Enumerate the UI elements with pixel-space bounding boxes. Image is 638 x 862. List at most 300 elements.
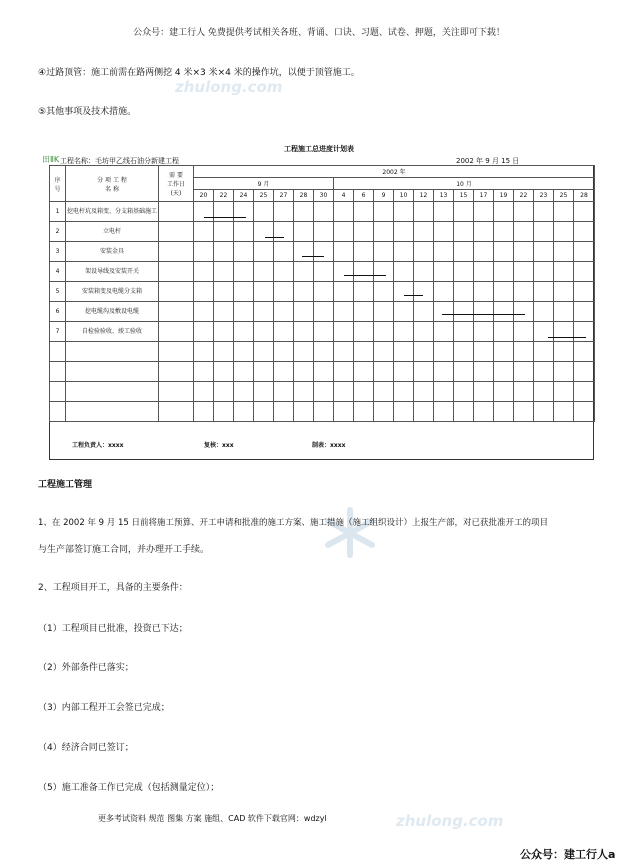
day-cell bbox=[234, 402, 254, 422]
day-cell bbox=[374, 362, 394, 382]
day-cell bbox=[334, 342, 354, 362]
condition-item: （5）施工准备工作已完成（包括测量定位）； bbox=[38, 783, 220, 793]
footer-review: 复核：xxx bbox=[204, 442, 234, 449]
day-cell bbox=[454, 322, 474, 342]
day-cell bbox=[554, 362, 574, 382]
col-days-header: 需 要 工作日 (天) bbox=[159, 166, 194, 202]
day-cell bbox=[234, 342, 254, 362]
day-cell bbox=[314, 342, 334, 362]
day-cell bbox=[434, 242, 454, 262]
day-cell bbox=[374, 302, 394, 322]
day-cell bbox=[354, 222, 374, 242]
day-cell bbox=[194, 402, 214, 422]
day-cell bbox=[414, 242, 434, 262]
day-cell bbox=[534, 402, 554, 422]
day-cell bbox=[374, 322, 394, 342]
day-header: 4 bbox=[334, 190, 354, 202]
day-cell bbox=[414, 302, 434, 322]
day-cell bbox=[514, 242, 534, 262]
day-header: 17 bbox=[474, 190, 494, 202]
task-seq: 1 bbox=[50, 202, 66, 222]
day-cell bbox=[454, 282, 474, 302]
day-header: 20 bbox=[194, 190, 214, 202]
day-cell bbox=[274, 222, 294, 242]
day-cell bbox=[334, 402, 354, 422]
day-cell bbox=[574, 322, 595, 342]
day-cell bbox=[374, 342, 394, 362]
day-cell bbox=[454, 402, 474, 422]
day-cell bbox=[214, 282, 234, 302]
day-cell bbox=[414, 262, 434, 282]
day-cell bbox=[494, 322, 514, 342]
task-seq: 2 bbox=[50, 222, 66, 242]
day-cell bbox=[554, 282, 574, 302]
day-cell bbox=[414, 382, 434, 402]
day-cell bbox=[414, 322, 434, 342]
day-header: 27 bbox=[274, 190, 294, 202]
management-p1b: 与生产部签订施工合同，并办理开工手续。 bbox=[38, 545, 210, 555]
day-cell bbox=[534, 382, 554, 402]
day-cell bbox=[514, 322, 534, 342]
day-cell bbox=[274, 362, 294, 382]
day-cell bbox=[554, 322, 574, 342]
day-cell bbox=[474, 282, 494, 302]
day-cell bbox=[334, 202, 354, 222]
task-name: 架设导线及安装开关 bbox=[66, 262, 159, 282]
day-cell bbox=[194, 302, 214, 322]
gantt-bar-6 bbox=[442, 314, 525, 315]
day-cell bbox=[334, 382, 354, 402]
day-cell bbox=[534, 262, 554, 282]
day-cell bbox=[554, 202, 574, 222]
day-cell bbox=[214, 342, 234, 362]
task-name: 安装箱变及电缆分支箱 bbox=[66, 282, 159, 302]
day-cell bbox=[574, 242, 595, 262]
day-cell bbox=[494, 302, 514, 322]
day-cell bbox=[534, 242, 554, 262]
month-sep-header: 9 月 bbox=[194, 178, 334, 190]
day-cell bbox=[454, 382, 474, 402]
task-name bbox=[66, 362, 159, 382]
day-cell bbox=[334, 302, 354, 322]
day-cell bbox=[374, 402, 394, 422]
day-cell bbox=[514, 262, 534, 282]
management-heading: 工程施工管理 bbox=[38, 480, 93, 490]
day-cell bbox=[574, 222, 595, 242]
footer-maker: 制表：xxxx bbox=[312, 442, 346, 449]
day-cell bbox=[314, 242, 334, 262]
day-cell bbox=[514, 342, 534, 362]
day-cell bbox=[374, 242, 394, 262]
year-header: 2002 年 bbox=[194, 166, 595, 178]
gantt-bar-1 bbox=[204, 217, 246, 218]
task-days bbox=[159, 362, 194, 382]
day-cell bbox=[394, 342, 414, 362]
day-header: 25 bbox=[254, 190, 274, 202]
day-cell bbox=[434, 322, 454, 342]
watermark-bottom: zhulong.com bbox=[396, 812, 504, 830]
day-cell bbox=[494, 402, 514, 422]
day-cell bbox=[494, 382, 514, 402]
day-cell bbox=[534, 362, 554, 382]
day-cell bbox=[294, 382, 314, 402]
day-cell bbox=[194, 202, 214, 222]
col-seq-header: 序 号 bbox=[50, 166, 66, 202]
day-cell bbox=[314, 262, 334, 282]
day-cell bbox=[234, 362, 254, 382]
day-cell bbox=[294, 282, 314, 302]
day-cell bbox=[434, 382, 454, 402]
condition-item: （3）内部工程开工会签已完成； bbox=[38, 703, 170, 713]
schedule-title: 工程施工总进度计划表 bbox=[284, 145, 354, 153]
schedule-table bbox=[49, 165, 595, 422]
day-cell bbox=[274, 302, 294, 322]
day-cell bbox=[574, 302, 595, 322]
day-cell bbox=[474, 322, 494, 342]
day-cell bbox=[234, 302, 254, 322]
day-cell bbox=[214, 382, 234, 402]
day-header: 6 bbox=[354, 190, 374, 202]
day-cell bbox=[194, 322, 214, 342]
day-cell bbox=[314, 202, 334, 222]
condition-item: （4）经济合同已签订； bbox=[38, 743, 134, 753]
day-cell bbox=[374, 262, 394, 282]
table-row bbox=[50, 362, 595, 382]
day-cell bbox=[354, 382, 374, 402]
day-cell bbox=[394, 382, 414, 402]
day-cell bbox=[494, 282, 514, 302]
day-cell bbox=[394, 302, 414, 322]
task-name: 挖电缆沟及敷设电缆 bbox=[66, 302, 159, 322]
day-cell bbox=[294, 342, 314, 362]
day-cell bbox=[474, 202, 494, 222]
day-cell bbox=[354, 302, 374, 322]
day-cell bbox=[434, 302, 454, 322]
day-cell bbox=[574, 202, 595, 222]
day-cell bbox=[534, 202, 554, 222]
task-seq bbox=[50, 342, 66, 362]
day-cell bbox=[454, 302, 474, 322]
day-cell bbox=[454, 222, 474, 242]
day-cell bbox=[434, 202, 454, 222]
day-cell bbox=[554, 302, 574, 322]
day-cell bbox=[354, 342, 374, 362]
day-cell bbox=[294, 302, 314, 322]
day-cell bbox=[394, 262, 414, 282]
day-cell bbox=[414, 282, 434, 302]
day-cell bbox=[574, 362, 595, 382]
task-name: 安装金具 bbox=[66, 242, 159, 262]
day-cell bbox=[194, 242, 214, 262]
day-cell bbox=[274, 202, 294, 222]
task-seq: 4 bbox=[50, 262, 66, 282]
day-header: 24 bbox=[234, 190, 254, 202]
table-row bbox=[50, 262, 595, 282]
day-cell bbox=[294, 362, 314, 382]
day-cell bbox=[314, 282, 334, 302]
day-cell bbox=[494, 202, 514, 222]
day-cell bbox=[194, 342, 214, 362]
day-header: 10 bbox=[394, 190, 414, 202]
day-cell bbox=[534, 302, 554, 322]
day-cell bbox=[254, 342, 274, 362]
day-cell bbox=[434, 282, 454, 302]
day-header: 12 bbox=[414, 190, 434, 202]
day-cell bbox=[334, 362, 354, 382]
day-cell bbox=[574, 382, 595, 402]
day-cell bbox=[514, 222, 534, 242]
day-cell bbox=[294, 242, 314, 262]
day-cell bbox=[554, 262, 574, 282]
day-header: 25 bbox=[554, 190, 574, 202]
day-cell bbox=[494, 362, 514, 382]
day-cell bbox=[514, 362, 534, 382]
day-cell bbox=[434, 262, 454, 282]
day-cell bbox=[354, 202, 374, 222]
task-days bbox=[159, 222, 194, 242]
day-cell bbox=[354, 262, 374, 282]
task-name bbox=[66, 382, 159, 402]
schedule-mark: 田ⅡK bbox=[42, 155, 60, 164]
task-seq bbox=[50, 382, 66, 402]
day-cell bbox=[214, 322, 234, 342]
day-cell bbox=[334, 322, 354, 342]
day-cell bbox=[314, 302, 334, 322]
month-oct-header: 10 月 bbox=[334, 178, 595, 190]
day-cell bbox=[354, 362, 374, 382]
task-days bbox=[159, 202, 194, 222]
footer-promo: 更多考试资料 规范 图集 方案 施组、CAD 软件下载官网：wdzyl bbox=[98, 814, 327, 823]
day-cell bbox=[194, 282, 214, 302]
day-cell bbox=[394, 402, 414, 422]
day-cell bbox=[214, 202, 234, 222]
day-cell bbox=[514, 402, 534, 422]
day-cell bbox=[454, 202, 474, 222]
schedule-date: 2002 年 9 月 15 日 bbox=[456, 157, 520, 165]
day-cell bbox=[354, 402, 374, 422]
day-header: 19 bbox=[494, 190, 514, 202]
table-row bbox=[50, 302, 595, 322]
day-cell bbox=[274, 242, 294, 262]
header-banner: 公众号：建工行人 免费提供考试相关各班、背诵、口诀、习题、试卷、押题，关注即可下载！ bbox=[133, 28, 505, 38]
day-cell bbox=[394, 362, 414, 382]
day-cell bbox=[374, 382, 394, 402]
day-cell bbox=[554, 402, 574, 422]
day-cell bbox=[474, 362, 494, 382]
day-cell bbox=[234, 382, 254, 402]
day-cell bbox=[534, 342, 554, 362]
day-cell bbox=[414, 402, 434, 422]
gantt-bar-2 bbox=[265, 237, 284, 238]
day-cell bbox=[454, 242, 474, 262]
day-cell bbox=[234, 222, 254, 242]
day-cell bbox=[254, 242, 274, 262]
project-name: 工程名称：毛坊甲乙线石油分新建工程 bbox=[60, 157, 179, 165]
day-cell bbox=[254, 282, 274, 302]
task-name bbox=[66, 402, 159, 422]
intro-line-2: ⑤其他事项及技术措施。 bbox=[38, 107, 137, 117]
day-cell bbox=[494, 222, 514, 242]
day-cell bbox=[194, 262, 214, 282]
gantt-bar-5 bbox=[404, 295, 423, 296]
day-cell bbox=[494, 262, 514, 282]
day-cell bbox=[314, 362, 334, 382]
task-name: 自检验验收、竣工验收 bbox=[66, 322, 159, 342]
day-cell bbox=[414, 362, 434, 382]
intro-line-1: ④过路顶管：施工前需在路两侧挖 4 米×3 米×4 米的操作坑，以便于顶管施工。 bbox=[38, 68, 360, 78]
day-cell bbox=[254, 262, 274, 282]
day-cell bbox=[434, 402, 454, 422]
task-days bbox=[159, 342, 194, 362]
day-cell bbox=[254, 362, 274, 382]
day-cell bbox=[334, 262, 354, 282]
day-cell bbox=[574, 262, 595, 282]
day-cell bbox=[294, 402, 314, 422]
table-row bbox=[50, 382, 595, 402]
day-cell bbox=[234, 242, 254, 262]
task-days bbox=[159, 262, 194, 282]
day-cell bbox=[254, 382, 274, 402]
day-cell bbox=[394, 202, 414, 222]
task-seq bbox=[50, 402, 66, 422]
task-days bbox=[159, 302, 194, 322]
day-cell bbox=[214, 242, 234, 262]
day-cell bbox=[274, 382, 294, 402]
day-cell bbox=[314, 402, 334, 422]
day-header: 9 bbox=[374, 190, 394, 202]
day-cell bbox=[354, 242, 374, 262]
day-cell bbox=[554, 382, 574, 402]
day-cell bbox=[334, 242, 354, 262]
task-name: 立电杆 bbox=[66, 222, 159, 242]
day-cell bbox=[354, 322, 374, 342]
day-cell bbox=[434, 362, 454, 382]
day-cell bbox=[574, 282, 595, 302]
day-cell bbox=[314, 322, 334, 342]
task-seq: 6 bbox=[50, 302, 66, 322]
day-cell bbox=[374, 222, 394, 242]
day-cell bbox=[394, 322, 414, 342]
day-cell bbox=[294, 262, 314, 282]
gantt-bar-4 bbox=[344, 275, 386, 276]
day-cell bbox=[574, 402, 595, 422]
day-header: 28 bbox=[574, 190, 595, 202]
day-cell bbox=[514, 202, 534, 222]
day-cell bbox=[214, 302, 234, 322]
day-cell bbox=[234, 202, 254, 222]
management-p2: 2、工程项目开工，具备的主要条件： bbox=[38, 583, 188, 593]
day-cell bbox=[214, 402, 234, 422]
day-cell bbox=[554, 222, 574, 242]
day-cell bbox=[514, 282, 534, 302]
management-p1a: 1、在 2002 年 9 月 15 日前将施工预算、开工申请和批准的施工方案、施工措施（施工组织设计）上报生产部，对已获批准开工的项目 bbox=[38, 518, 548, 528]
col-name-header: 分 项 工 程 名 称 bbox=[66, 166, 159, 202]
day-header: 23 bbox=[534, 190, 554, 202]
day-cell bbox=[534, 282, 554, 302]
table-row bbox=[50, 222, 595, 242]
task-seq bbox=[50, 362, 66, 382]
day-cell bbox=[414, 342, 434, 362]
task-name: 挖电杆坑及箱变、分支箱基础施工 bbox=[66, 202, 159, 222]
day-cell bbox=[374, 282, 394, 302]
table-row bbox=[50, 322, 595, 342]
condition-item: （2）外部条件已落实； bbox=[38, 663, 134, 673]
day-cell bbox=[474, 302, 494, 322]
day-cell bbox=[254, 322, 274, 342]
day-header: 22 bbox=[514, 190, 534, 202]
table-row bbox=[50, 202, 595, 222]
day-cell bbox=[274, 342, 294, 362]
day-cell bbox=[454, 262, 474, 282]
day-cell bbox=[274, 322, 294, 342]
day-cell bbox=[414, 222, 434, 242]
day-cell bbox=[294, 222, 314, 242]
day-cell bbox=[434, 222, 454, 242]
day-cell bbox=[354, 282, 374, 302]
day-cell bbox=[294, 202, 314, 222]
day-cell bbox=[374, 202, 394, 222]
day-cell bbox=[394, 282, 414, 302]
footer-leader: 工程负责人：xxxx bbox=[72, 442, 124, 449]
day-cell bbox=[554, 242, 574, 262]
day-cell bbox=[274, 282, 294, 302]
day-header: 13 bbox=[434, 190, 454, 202]
day-cell bbox=[474, 402, 494, 422]
day-cell bbox=[494, 242, 514, 262]
condition-item: （1）工程项目已批准，投资已下达； bbox=[38, 624, 188, 634]
day-cell bbox=[494, 342, 514, 362]
task-seq: 5 bbox=[50, 282, 66, 302]
day-cell bbox=[294, 322, 314, 342]
day-cell bbox=[474, 222, 494, 242]
task-seq: 7 bbox=[50, 322, 66, 342]
day-cell bbox=[234, 322, 254, 342]
task-seq: 3 bbox=[50, 242, 66, 262]
day-cell bbox=[314, 382, 334, 402]
day-cell bbox=[474, 242, 494, 262]
watermark-top: zhulong.com bbox=[175, 78, 283, 96]
table-row bbox=[50, 342, 595, 362]
day-cell bbox=[454, 342, 474, 362]
snowflake-watermark-icon bbox=[320, 505, 380, 560]
day-cell bbox=[274, 402, 294, 422]
day-cell bbox=[274, 262, 294, 282]
task-days bbox=[159, 382, 194, 402]
day-cell bbox=[194, 362, 214, 382]
task-days bbox=[159, 282, 194, 302]
day-cell bbox=[534, 222, 554, 242]
day-cell bbox=[254, 222, 274, 242]
gantt-bar-7 bbox=[548, 337, 586, 338]
day-cell bbox=[514, 302, 534, 322]
day-cell bbox=[514, 382, 534, 402]
day-cell bbox=[194, 382, 214, 402]
day-cell bbox=[434, 342, 454, 362]
day-cell bbox=[214, 362, 234, 382]
task-days bbox=[159, 242, 194, 262]
day-cell bbox=[194, 222, 214, 242]
day-cell bbox=[214, 222, 234, 242]
day-cell bbox=[454, 362, 474, 382]
task-days bbox=[159, 322, 194, 342]
gantt-bar-3 bbox=[302, 256, 324, 257]
day-cell bbox=[474, 382, 494, 402]
task-days bbox=[159, 402, 194, 422]
day-cell bbox=[554, 342, 574, 362]
day-cell bbox=[394, 242, 414, 262]
day-cell bbox=[534, 322, 554, 342]
day-cell bbox=[574, 342, 595, 362]
